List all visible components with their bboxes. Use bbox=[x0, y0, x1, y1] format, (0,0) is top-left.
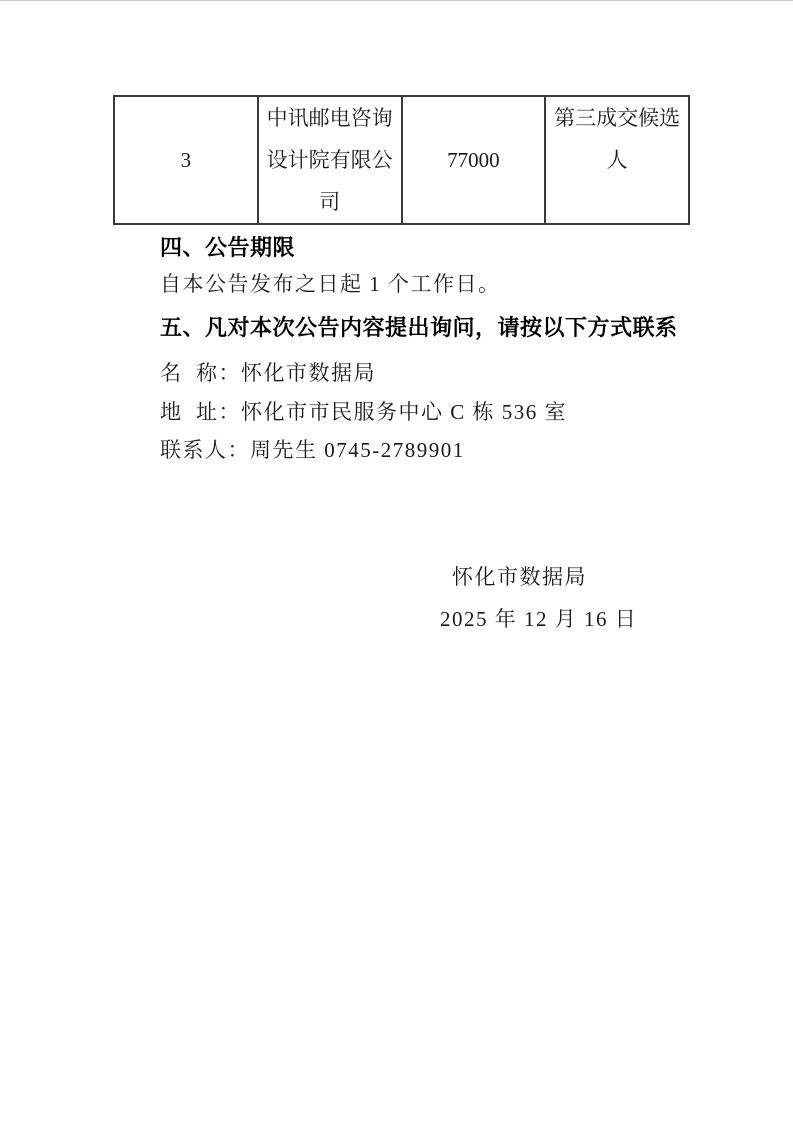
section-five-heading: 五、凡对本次公告内容提出询问，请按以下方式联系 bbox=[160, 315, 678, 340]
section-four-body: 自本公告发布之日起 1 个工作日。 bbox=[160, 272, 501, 296]
table-cell-candidate-rank: 第三成交候选人 bbox=[545, 96, 689, 224]
contact-address-line: 地 址：怀化市市民服务中心 C 栋 536 室 bbox=[160, 400, 568, 424]
contact-name-line: 名 称：怀化市数据局 bbox=[160, 361, 376, 385]
table-row bbox=[114, 96, 689, 224]
table-cell-supplier-name: 中讯邮电咨询设计院有限公司 bbox=[258, 96, 402, 224]
table-cell-quote-amount: 77000 bbox=[402, 96, 546, 224]
section-four-heading: 四、公告期限 bbox=[160, 235, 296, 260]
contact-person-line: 联系人：周先生 0745-2789901 bbox=[160, 438, 465, 462]
candidates-table bbox=[113, 95, 690, 225]
table-cell-rank-number: 3 bbox=[114, 96, 258, 224]
signature-organization: 怀化市数据局 bbox=[452, 565, 587, 589]
signature-date: 2025 年 12 月 16 日 bbox=[440, 607, 638, 631]
